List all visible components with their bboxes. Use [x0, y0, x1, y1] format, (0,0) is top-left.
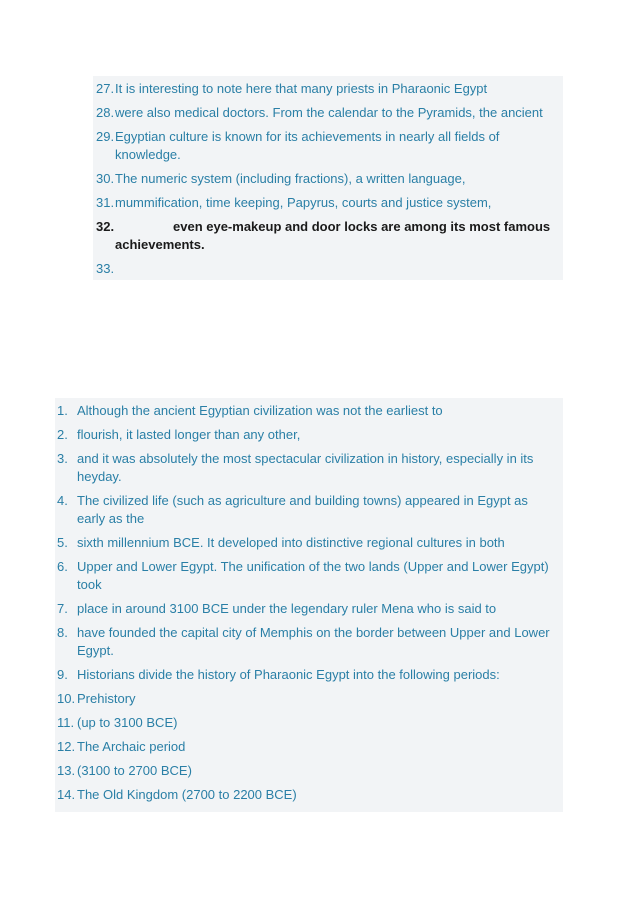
line-text: and it was absolutely the most spectacular civilization in history, especially in its heyday.: [77, 451, 534, 484]
line-number: 3.: [57, 451, 68, 466]
list-item: [55, 624, 563, 660]
line-number: 13.: [57, 763, 76, 778]
line-text: Egyptian culture is known for its achievements in nearly all fields of knowledge.: [115, 129, 500, 162]
line-text: flourish, it lasted longer than any other,: [77, 427, 301, 442]
line-text: Historians divide the history of Pharaonic Egypt into the following periods:: [77, 667, 500, 682]
line-number: 30.: [96, 171, 115, 186]
line-text: (3100 to 2700 BCE): [77, 763, 192, 778]
line-text: The Old Kingdom (2700 to 2200 BCE): [77, 787, 297, 802]
list-item: [55, 762, 563, 780]
line-text: Prehistory: [77, 691, 136, 706]
list-item: [93, 128, 563, 164]
line-number: 28.: [96, 105, 115, 120]
line-text: place in around 3100 BCE under the legendary ruler Mena who is said to: [77, 601, 497, 616]
line-text: were also medical doctors. From the calendar to the Pyramids, the ancient: [115, 105, 543, 120]
list-item: [55, 450, 563, 486]
line-number: 10.: [57, 691, 76, 706]
numbered-list-upper: [93, 76, 563, 276]
list-item: [55, 426, 563, 444]
list-item: [55, 714, 563, 732]
line-number: 14.: [57, 787, 76, 802]
line-text: mummification, time keeping, Papyrus, courts and justice system,: [115, 195, 492, 210]
line-number: 7.: [57, 601, 68, 616]
line-text: The Archaic period: [77, 739, 186, 754]
list-item: [55, 786, 563, 804]
list-item: [55, 492, 563, 528]
list-item: [55, 600, 563, 618]
numbered-list-lower: [55, 398, 563, 804]
text-block-lower: [55, 398, 563, 812]
line-number: 1.: [57, 403, 68, 418]
line-text: It is interesting to note here that many priests in Pharaonic Egypt: [115, 81, 488, 96]
list-item: [55, 738, 563, 756]
line-text: sixth millennium BCE. It developed into distinctive regional cultures in both: [77, 535, 505, 550]
line-number: 9.: [57, 667, 68, 682]
list-item: [55, 666, 563, 684]
line-text: have founded the capital city of Memphis on the border between Upper and Lower Egypt.: [77, 625, 550, 658]
line-text: The numeric system (including fractions), a written language,: [115, 171, 466, 186]
line-number: 5.: [57, 535, 68, 550]
list-item: [55, 690, 563, 708]
line-number: 2.: [57, 427, 68, 442]
list-item-bold: [93, 218, 563, 254]
list-item: [93, 104, 563, 122]
line-text: Upper and Lower Egypt. The unification of the two lands (Upper and Lower Egypt) took: [77, 559, 549, 592]
line-text: even eye-makeup and door locks are among its most famous achievements.: [115, 219, 551, 252]
line-number: 32.: [96, 219, 115, 234]
text-block-upper: [93, 76, 563, 280]
line-number: 4.: [57, 493, 68, 508]
list-item: [55, 558, 563, 594]
list-item: [93, 170, 563, 188]
line-number: 29.: [96, 129, 115, 144]
line-number: 12.: [57, 739, 76, 754]
list-item: [93, 194, 563, 212]
line-number: 27.: [96, 81, 115, 96]
line-number: 31.: [96, 195, 115, 210]
line-number: 33.: [96, 261, 115, 276]
line-text: Although the ancient Egyptian civilization was not the earliest to: [77, 403, 443, 418]
line-text: The civilized life (such as agriculture and building towns) appeared in Egypt as early as the: [77, 493, 528, 526]
line-number: 11.: [57, 715, 75, 730]
list-item: [93, 80, 563, 98]
list-item: [55, 534, 563, 552]
list-item: [55, 402, 563, 420]
line-number: 8.: [57, 625, 68, 640]
line-text: (up to 3100 BCE): [77, 715, 178, 730]
line-number: 6.: [57, 559, 68, 574]
